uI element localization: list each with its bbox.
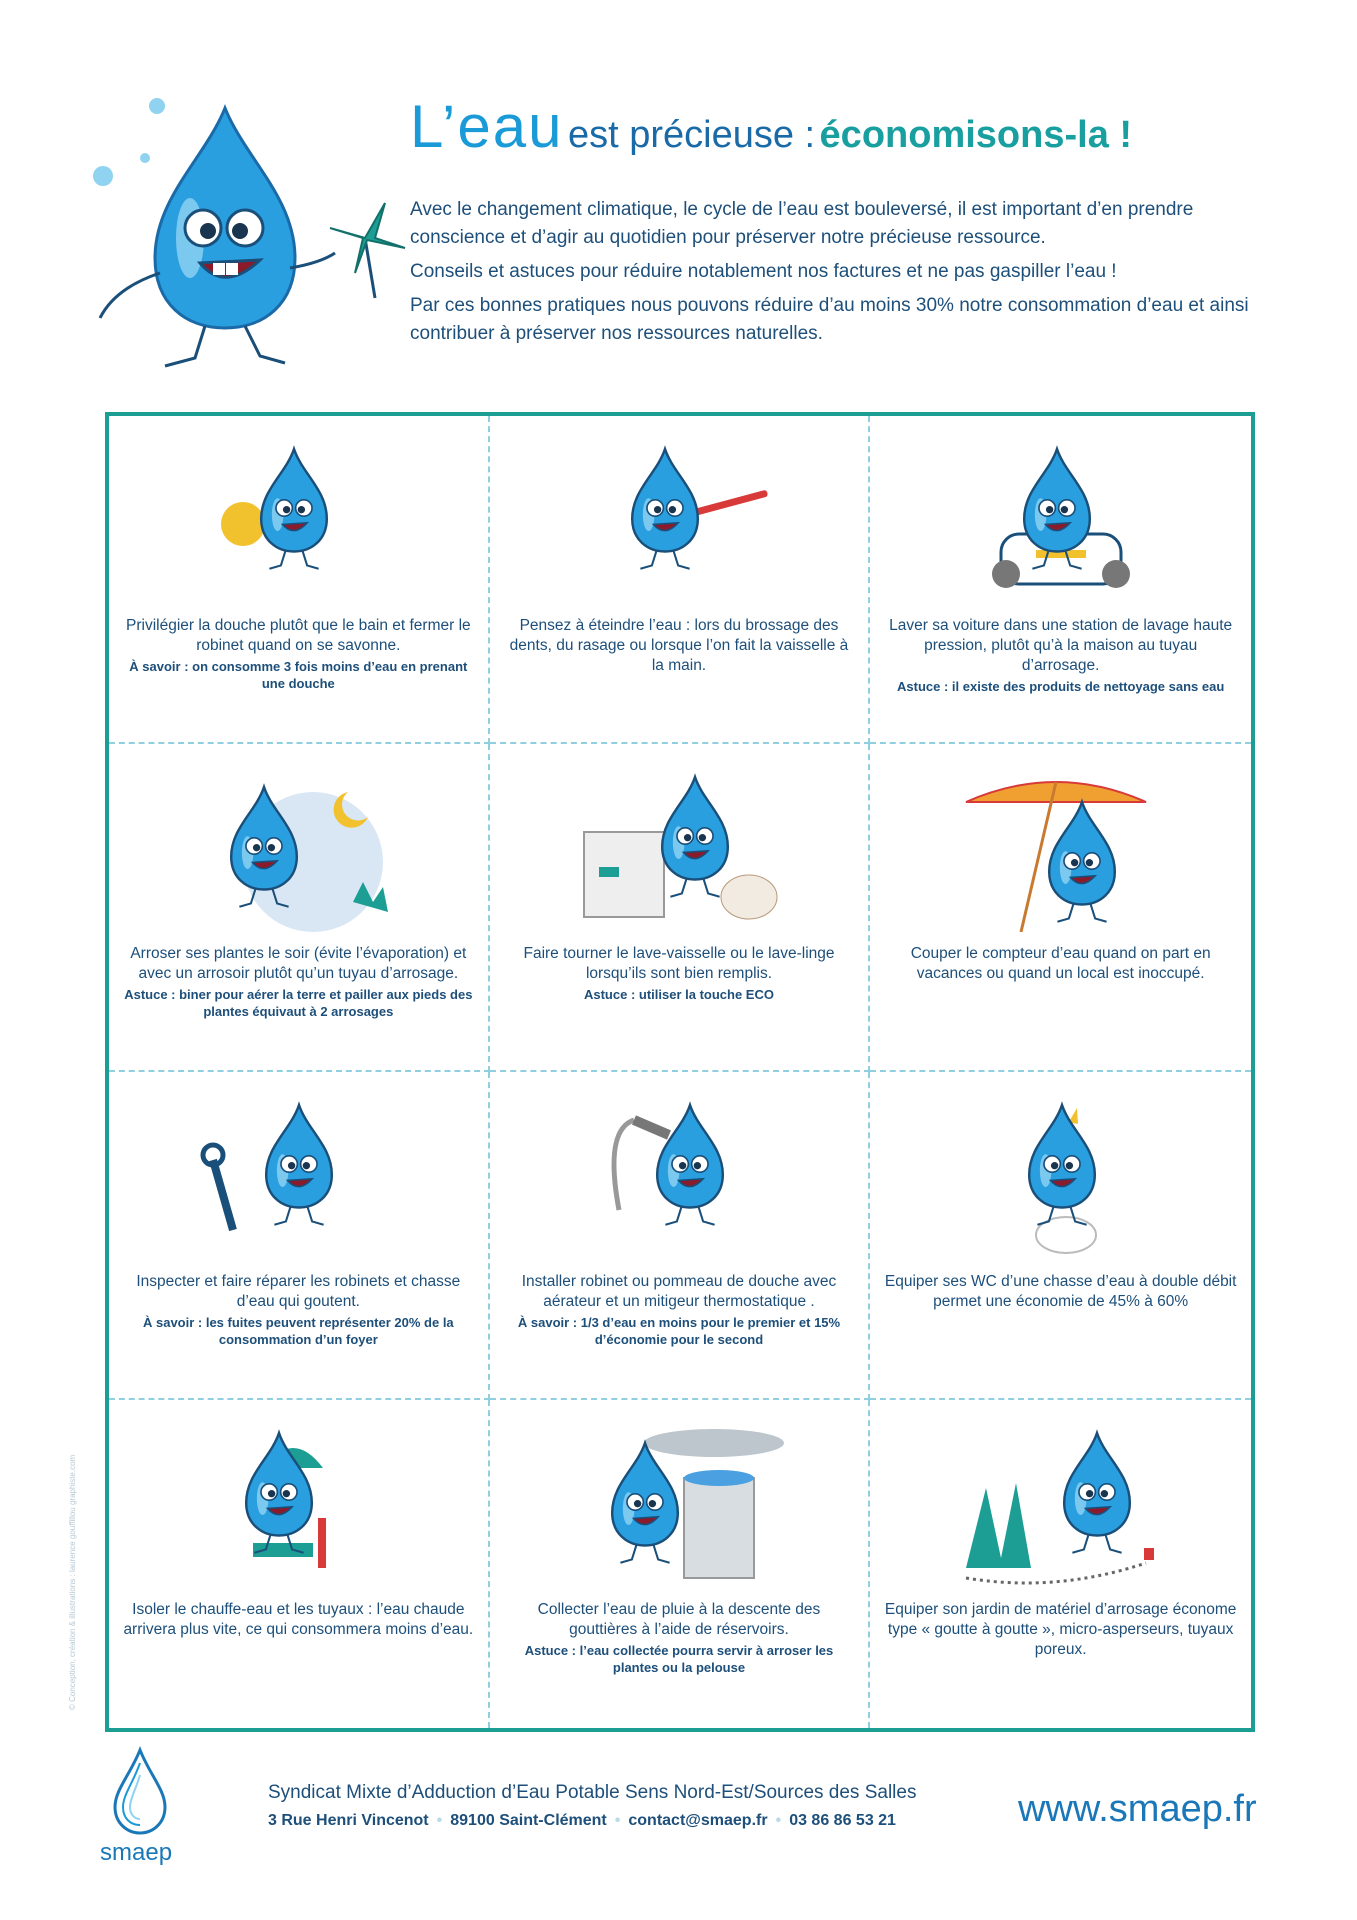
tip-main: Installer robinet ou pommeau de douche avec aérateur et un mitigeur thermostatique . [521,1273,837,1310]
thermometer-icon [183,1428,413,1588]
tip-note: À savoir : 1/3 d’eau en moins pour le premier et 15% d’économie pour le second [517,1315,841,1347]
tip-main: Collecter l’eau de pluie à la descente des gouttières à l’aide de réservoirs. [537,1601,821,1638]
title-bold: économisons-la ! [819,114,1133,156]
tip-note: Astuce : utiliser la touche ECO [583,987,774,1002]
tip-main: Couper le compteur d’eau quand on part en vacances ou quand un local est inoccupé. [910,945,1211,982]
water-drop-mascot-icon [85,88,415,378]
org-name: Syndicat Mixte d’Adduction d’Eau Potable Sens Nord-Est/Sources des Salles [268,1782,917,1803]
tip-main: Arroser ses plantes le soir (évite l’évaporation) et avec un arrosoir plutôt qu’un tuyau d’arrosage. [130,945,467,982]
tip-text [123,944,474,1020]
logo-text: smaep [100,1839,173,1865]
tip-main: Inspecter et faire réparer les robinets et chasse d’eau qui goutent. [136,1273,461,1310]
website-link[interactable]: www.smaep.fr [1018,1788,1257,1830]
tip-text [123,1272,474,1348]
tip-cell [870,416,1251,744]
tip-text [504,1600,855,1676]
intro-paragraph: Avec le changement climatique, le cycle de l’eau est bouleversé, il est important d’en prendre conscience et d’agir au quotidien pour préserver notre précieuse ressource. [410,199,1194,248]
tip-text [504,616,855,676]
tip-note: Astuce : l’eau collectée pourra servir à arroser les plantes ou la pelouse [524,1643,834,1675]
tip-cell [490,416,871,744]
contact-line: 3 Rue Henri Vincenot • 89100 Saint-Clément • contact@smaep.fr • 03 86 86 53 21 [268,1812,896,1829]
tips-grid [105,412,1255,1732]
tip-cell [490,1400,871,1728]
tip-cell [490,744,871,1072]
tip-note: À savoir : on consomme 3 fois moins d’eau en prenant une douche [129,659,468,691]
email-link[interactable]: contact@smaep.fr [628,1812,768,1829]
tip-main: Faire tourner le lave-vaisselle ou le lave-linge lorsqu’ils sont bien remplis. [523,945,835,982]
phone-number: 03 86 86 53 21 [789,1812,896,1829]
page-title [410,92,1132,161]
toilet-icon [946,1100,1176,1260]
credit-text: © Conception, création & illustrations : laurence gouffillou graphiste.com [68,1454,77,1710]
intro-paragraph: Conseils et astuces pour réduire notablement nos factures et ne pas gaspiller l’eau ! [410,261,1117,282]
tip-main: Equiper ses WC d’une chasse d’eau à double débit permet une économie de 45% à 60% [884,1273,1237,1310]
tip-cell [109,744,490,1072]
car-wash-icon [946,444,1176,604]
tip-cell [109,1072,490,1400]
wrench-icon [183,1100,413,1260]
parasol-icon [946,772,1176,932]
tip-text [884,1600,1237,1660]
tip-cell [870,744,1251,1072]
tip-note: Astuce : il existe des produits de nettoyage sans eau [897,679,1225,694]
city: 89100 Saint-Clément [450,1812,607,1829]
drip-hose-icon [946,1428,1176,1588]
tip-cell [870,1072,1251,1400]
dishwasher-icon [564,772,794,932]
tip-cell [870,1400,1251,1728]
toothbrush-icon [564,444,794,604]
title-mid: est précieuse : [567,114,816,156]
tip-text [884,616,1237,695]
address: 3 Rue Henri Vincenot [268,1812,429,1829]
tip-text [123,1600,474,1640]
tip-main: Equiper son jardin de matériel d’arrosage économe type « goutte à goutte », micro-asperseurs, tuyaux poreux. [884,1601,1237,1658]
shower-head-icon [564,1100,794,1260]
tip-cell [490,1072,871,1400]
sponge-shower-icon [183,444,413,604]
title-big: L’eau [410,93,564,160]
tip-text [123,616,474,692]
rain-tank-icon [564,1428,794,1588]
tip-cell [109,416,490,744]
intro-text [410,196,1290,354]
tip-main: Pensez à éteindre l’eau : lors du brossage des dents, du rasage ou lorsque l’on fait la vaisselle à la main. [509,617,849,674]
smaep-logo-icon [95,1745,205,1865]
tip-cell [109,1400,490,1728]
tip-note: Astuce : biner pour aérer la terre et pailler aux pieds des plantes équivaut à 2 arrosages [124,987,473,1019]
tip-main: Privilégier la douche plutôt que le bain et fermer le robinet quand on se savonne. [126,617,471,654]
tip-text [884,1272,1237,1312]
watering-can-icon [183,772,413,932]
tip-main: Isoler le chauffe-eau et les tuyaux : l’eau chaude arrivera plus vite, ce qui consommera moins d’eau. [123,1601,474,1638]
tip-note: À savoir : les fuites peuvent représenter 20% de la consommation d’un foyer [142,1315,454,1347]
intro-paragraph: Par ces bonnes pratiques nous pouvons réduire d’au moins 30% notre consommation d’eau et ainsi contribuer à préserver nos ressources naturelles. [410,295,1249,344]
tip-text [504,944,855,1003]
tip-text [884,944,1237,984]
tip-text [504,1272,855,1348]
tip-main: Laver sa voiture dans une station de lavage haute pression, plutôt qu’à la maison au tuyau d’arrosage. [889,617,1233,674]
